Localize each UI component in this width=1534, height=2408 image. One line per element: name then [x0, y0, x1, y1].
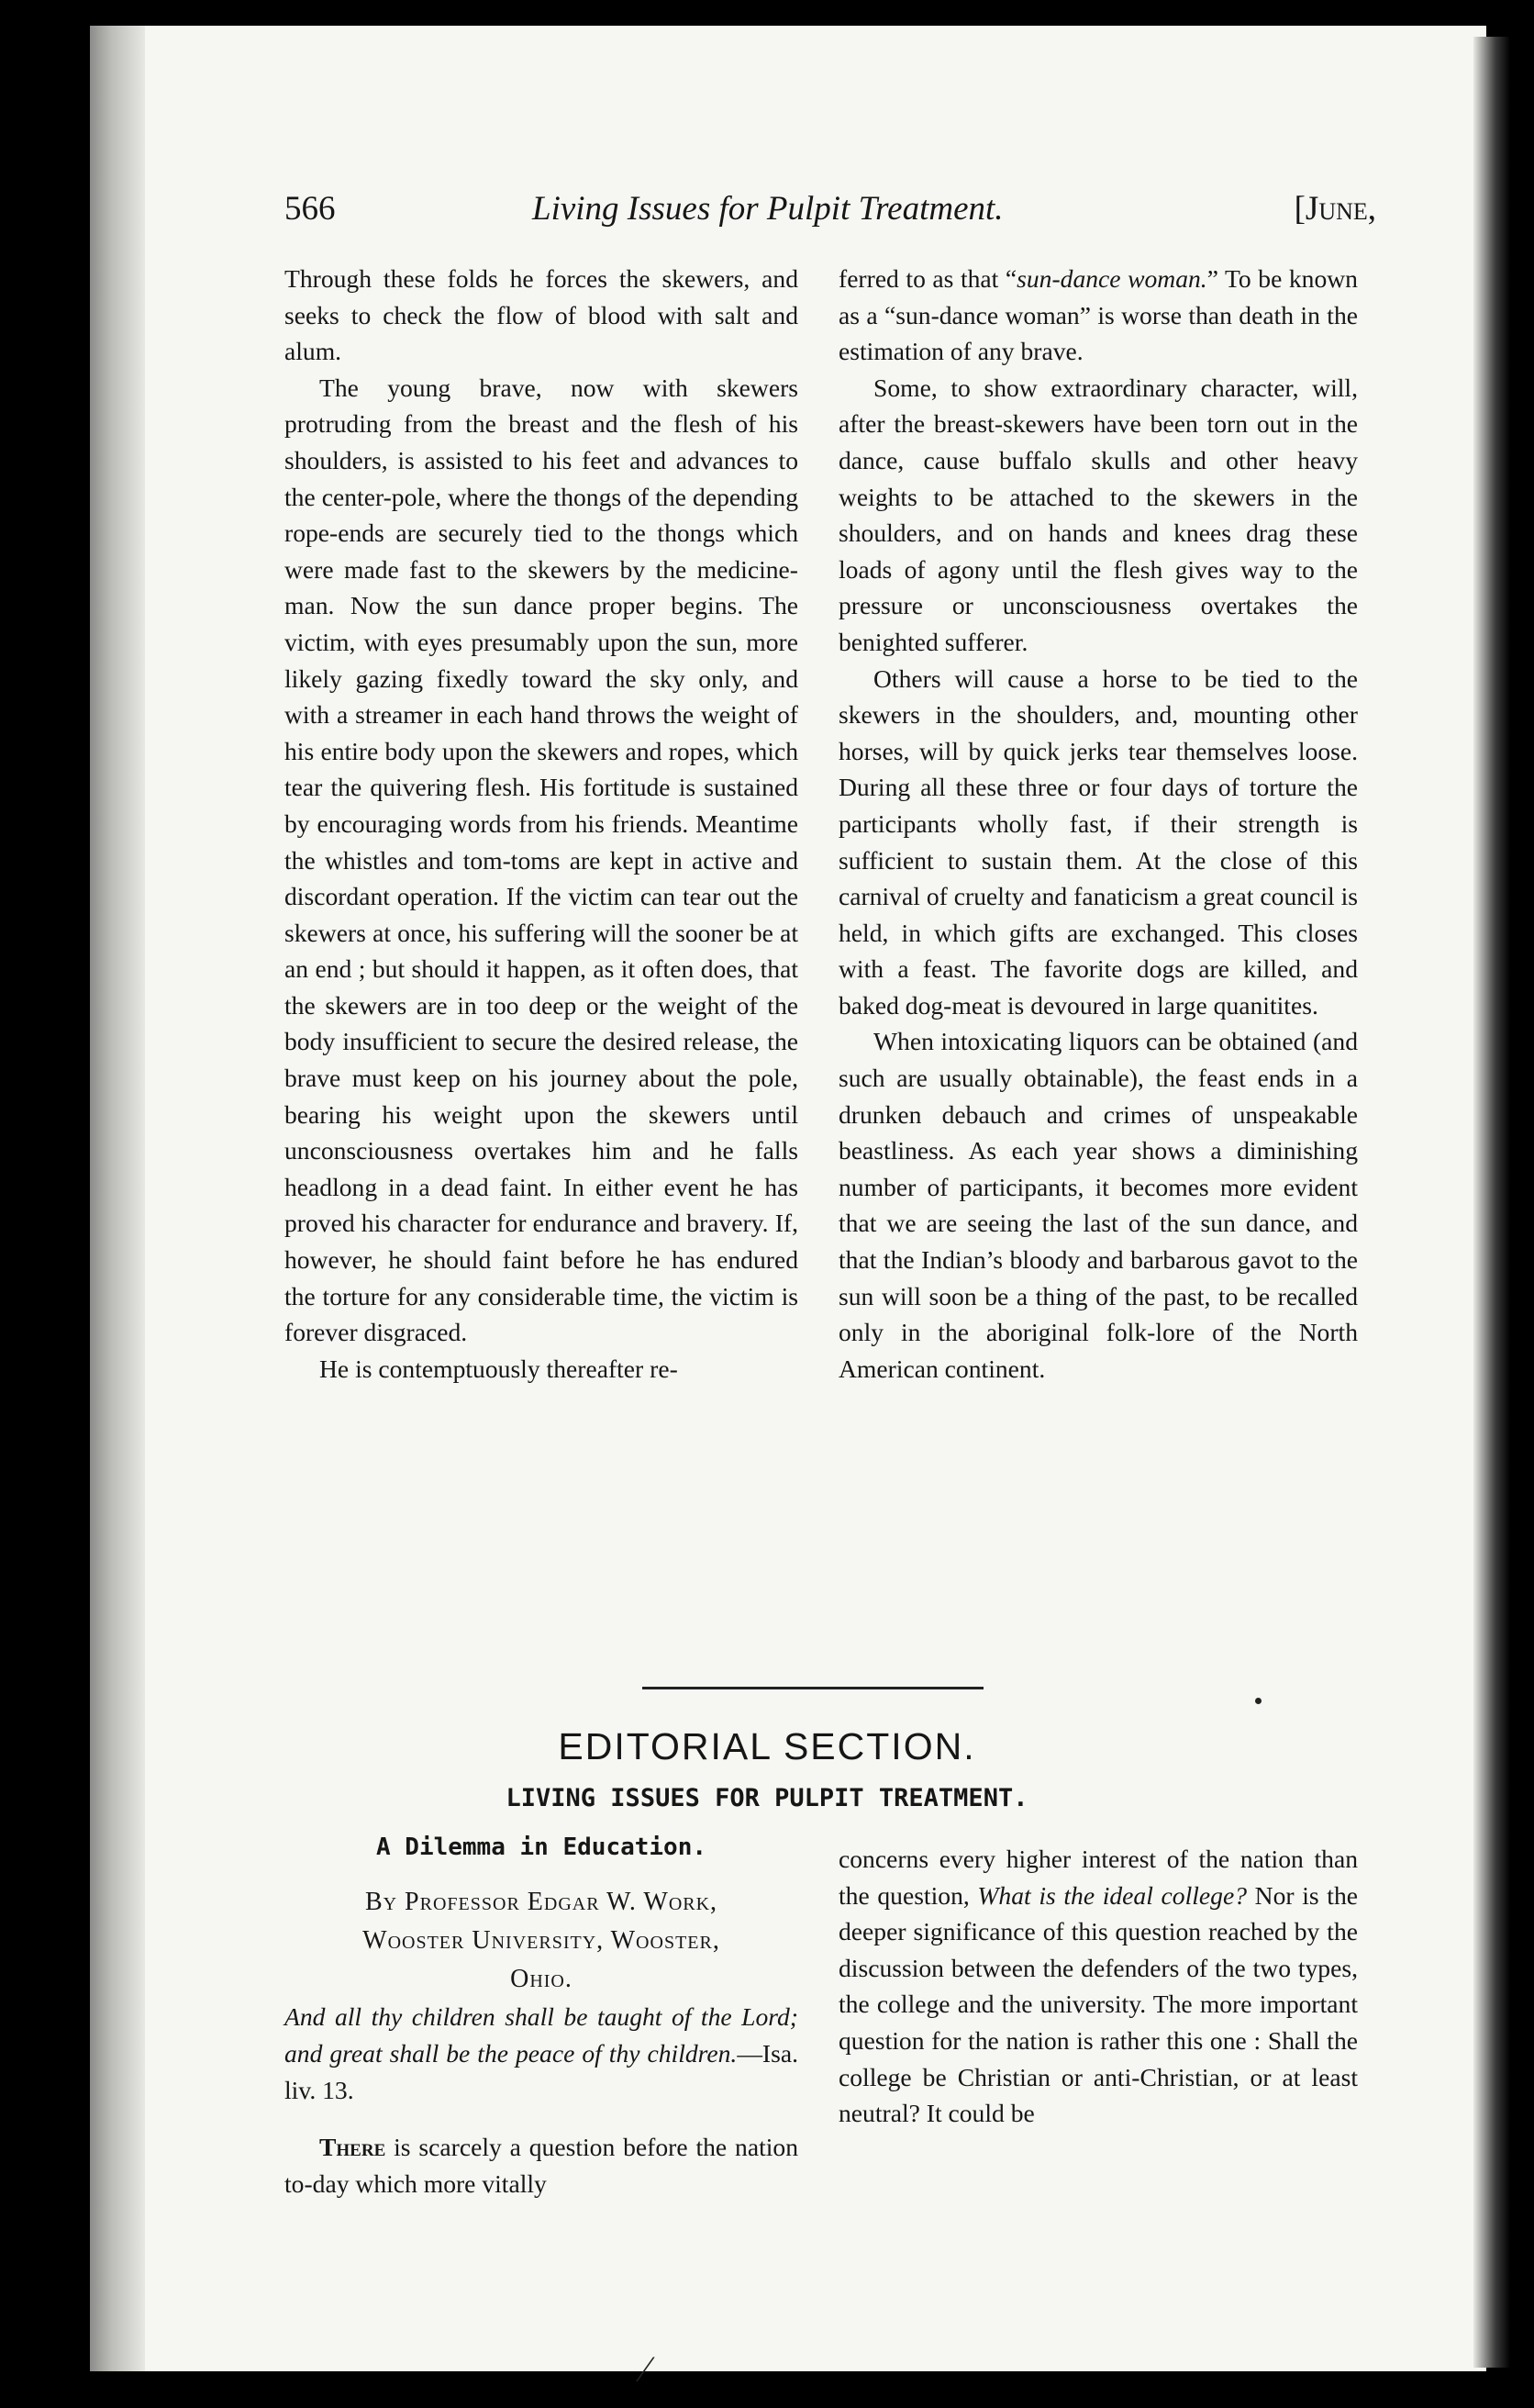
epigraph-text: And all thy children shall be taught of the Lord; and great shall be the peace of thy children.: [284, 2002, 798, 2068]
paragraph: When intoxicating liquors can be obtained (and such are usually obtainable), the feast ends in a drunken debauch and crimes of unspeakable beastliness. As each year shows a diminishing number of participants, it becomes more evident that we are seeing the last of the sun dance, and that the Indian’s bloody and barbarous gavot to the sun will soon be a thing of the past, to be recalled only in the aboriginal folk-lore of the North American continent.: [839, 1027, 1358, 1383]
text-run: concerns every higher interest of the nation than the question,: [839, 1845, 1358, 1910]
article-left-column: [284, 261, 798, 1387]
section-title: EDITORIAL SECTION.: [558, 1725, 976, 1767]
text-run: ” To be known as a “sun-dance woman” is worse than death in the estimation of any brave.: [839, 264, 1358, 366]
editorial-right-column: [839, 1841, 1358, 2132]
paragraph: [839, 1841, 1358, 2132]
paragraph: Some, to show extraordinary character, will, after the breast-skewers have been torn out in the dance, cause buffalo skulls and other heavy weights to be attached to the skewers in the shoulders, and on hands and knees drag these loads of agony until the flesh gives way to the pressure or unconsciousness overtakes the benighted sufferer.: [839, 373, 1358, 656]
ink-speck: [1255, 1698, 1262, 1704]
byline: [284, 1883, 798, 1999]
paragraph: [839, 261, 1358, 370]
paragraph: The young brave, now with skewers protruding from the breast and the flesh of his shoulders, is assisted to his feet and advances to the center-pole, where the thongs of the depending rope-ends are securely tied to the thongs which were made fast to the skewers by the medicine-man. Now the sun dance proper begins. The victim, with eyes presumably upon the sun, more likely gazing fixedly toward the sky only, and with a streamer in each hand throws the weight of his entire body upon the skewers and ropes, which tear the quivering flesh. His fortitude is sustained by encouraging words from his friends. Meantime the whistles and tom-toms are kept in active and discordant operation. If the victim can tear out the skewers at once, his suffering will the sooner be at an end ; but should it happen, as it often does, that the skewers are in too deep or the weight of the body insufficient to secure the desired release, the brave must keep on his journey about the pole, bearing his weight upon the skewers until unconsciousness overtakes him and he falls headlong in a dead faint. In either event he has proved his character for endurance and bravery. If, however, he should faint before he has endured the torture for any considerable time, the victim is forever disgraced.: [284, 373, 798, 1347]
paragraph: Through these folds he forces the skewers, and seeks to check the flow of blood with salt and alum.: [284, 264, 798, 366]
paragraph: Others will cause a horse to be tied to the skewers in the shoulders, and, mounting other horses, will by quick jerks tear themselves loose. During all these three or four days of torture the participants wholly fast, if their strength is sufficient to sustain them. At the close of this carnival of cruelty and fanaticism a great council is held, in which gifts are exchanged. This closes with a feast. The favorite dogs are killed, and baked dog-meat is devoured in large quanitites.: [839, 663, 1358, 1020]
italic-phrase: sun-dance woman.: [1017, 264, 1207, 293]
pencil-mark: ⁄: [642, 2348, 649, 2390]
running-title: Living Issues for Pulpit Treatment.: [532, 190, 1004, 228]
page-edge-shadow: [1473, 37, 1510, 2368]
book-gutter: [90, 26, 145, 2371]
text-run: is scarcely a question before the nation to-day which more vitally: [284, 2133, 798, 2198]
byline-line: Ohio.: [510, 1965, 572, 1993]
page-number: 566: [284, 190, 336, 228]
text-run: Nor is the deeper significance of this question reached by the discussion between the defenders of the two types, the college and the university. The more important question for the nation is rather this one : Shall the college be Christian or anti-Christian, or at least neutral? It could be: [839, 1880, 1358, 2128]
paragraph: He is contemptuously thereafter re-: [319, 1354, 678, 1383]
running-month: [June,: [1294, 190, 1376, 228]
article-right-column: [839, 261, 1358, 1387]
italic-phrase: What is the ideal college?: [977, 1880, 1248, 1910]
subsection-title: LIVING ISSUES FOR PULPIT TREATMENT.: [506, 1784, 1028, 1812]
epigraph: [284, 1999, 798, 2109]
text-run: ferred to as that “: [839, 264, 1017, 293]
page-header: [284, 189, 1376, 235]
epigraph-reference: —Isa. liv. 13.: [284, 2039, 798, 2104]
paragraph: [284, 2129, 798, 2202]
section-divider: [642, 1687, 984, 1689]
byline-line: By Professor Edgar W. Work,: [364, 1888, 718, 1916]
byline-line: Wooster University, Wooster,: [362, 1926, 720, 1955]
lead-word: There: [319, 2133, 386, 2161]
editorial-left-column: [284, 2129, 798, 2202]
article-title: A Dilemma in Education.: [375, 1834, 707, 1861]
